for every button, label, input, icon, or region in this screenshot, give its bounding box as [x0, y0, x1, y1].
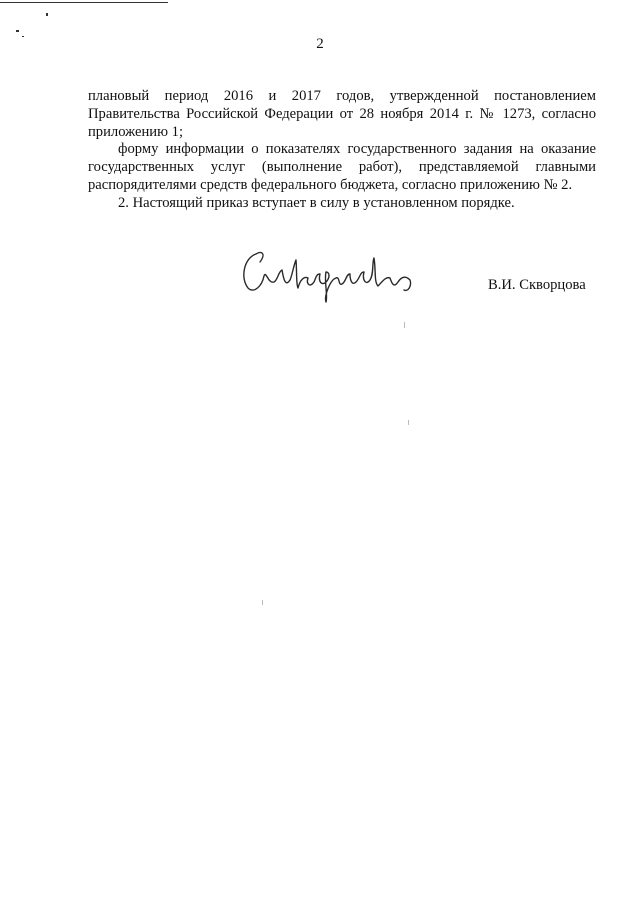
paragraph-form-info: форму информации о показателях государственного задания на оказание государственных услуг (выполнение работ), представляемой главными распорядителями средств федерального бюджета, согласно приложению № 2. [88, 141, 596, 193]
scan-dot [16, 30, 19, 32]
scan-speck [408, 420, 409, 425]
paragraph-continuation: плановый период 2016 и 2017 годов, утвержденной постановлением Правительства Российской Федерации от 28 ноября 2014 г. № 1273, согласно приложению 1; [88, 88, 596, 140]
document-body [88, 88, 596, 213]
scan-speck [262, 600, 263, 605]
scan-speck [404, 322, 405, 328]
signer-name: В.И. Скворцова [488, 277, 586, 293]
paragraph-order-effect: 2. Настоящий приказ вступает в силу в установленном порядке. [118, 194, 515, 211]
scan-dot [46, 13, 48, 16]
page-number: 2 [316, 36, 324, 52]
handwritten-signature [234, 236, 424, 306]
scan-line [0, 2, 168, 3]
